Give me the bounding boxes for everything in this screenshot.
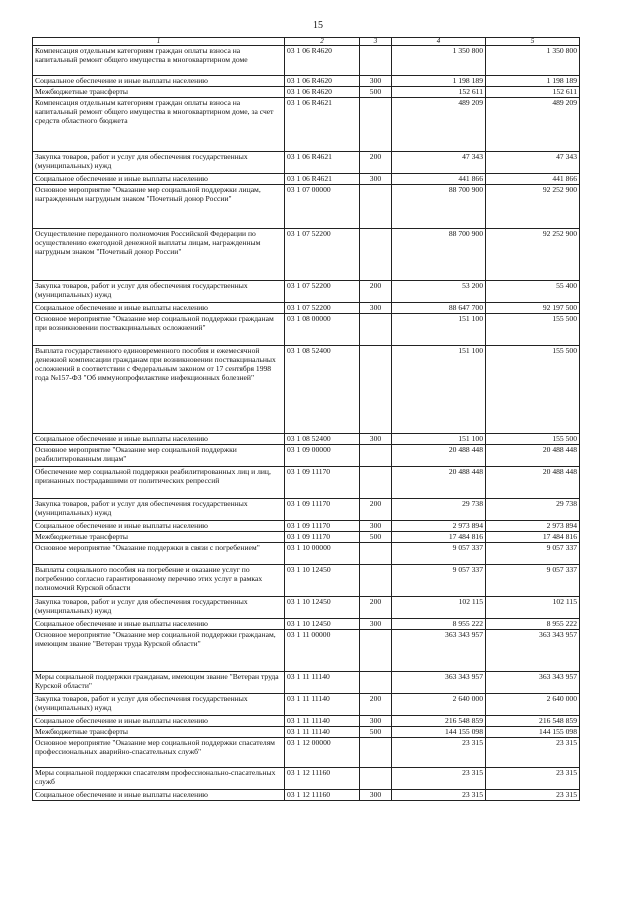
row-expense-type: 300 <box>360 521 392 532</box>
table-row <box>33 672 580 694</box>
table-row <box>33 76 580 87</box>
row-amount-year-2: 55 400 <box>486 281 580 303</box>
table-row <box>33 630 580 672</box>
table-row <box>33 445 580 467</box>
row-amount-year-1: 47 343 <box>392 152 486 174</box>
row-amount-year-1: 151 100 <box>392 346 486 434</box>
row-amount-year-2: 2 640 000 <box>486 694 580 716</box>
row-name: Основное мероприятие "Оказание мер социальной поддержки лицам, награжденным нагрудным знаком "Почетный донор России" <box>33 185 285 229</box>
row-expense-type <box>360 768 392 790</box>
row-name: Социальное обеспечение и иные выплаты населению <box>33 790 285 801</box>
row-expense-type: 300 <box>360 434 392 445</box>
row-code: 03 1 08 52400 <box>285 434 360 445</box>
row-expense-type <box>360 314 392 346</box>
table-row <box>33 434 580 445</box>
row-code: 03 1 10 12450 <box>285 597 360 619</box>
row-name: Социальное обеспечение и иные выплаты населению <box>33 619 285 630</box>
row-amount-year-2: 23 315 <box>486 790 580 801</box>
row-expense-type: 300 <box>360 790 392 801</box>
row-amount-year-1: 363 343 957 <box>392 672 486 694</box>
column-header: 5 <box>486 38 580 46</box>
budget-table <box>32 37 580 801</box>
row-code: 03 1 10 12450 <box>285 565 360 597</box>
row-name: Закупка товаров, работ и услуг для обеспечения государственных (муниципальных) нужд <box>33 499 285 521</box>
row-amount-year-2: 8 955 222 <box>486 619 580 630</box>
row-name: Выплаты социального пособия на погребение и оказание услуг по погребению согласно гарантированному перечню этих услуг в рамках полномочий Курской области <box>33 565 285 597</box>
row-amount-year-2: 489 209 <box>486 98 580 152</box>
row-amount-year-2: 17 484 816 <box>486 532 580 543</box>
row-amount-year-2: 155 500 <box>486 346 580 434</box>
row-amount-year-1: 88 700 900 <box>392 229 486 281</box>
row-expense-type: 200 <box>360 152 392 174</box>
row-code: 03 1 11 11140 <box>285 672 360 694</box>
row-name: Закупка товаров, работ и услуг для обеспечения государственных (муниципальных) нужд <box>33 152 285 174</box>
row-code: 03 1 06 R4621 <box>285 98 360 152</box>
row-expense-type: 500 <box>360 727 392 738</box>
column-header: 1 <box>33 38 285 46</box>
row-code: 03 1 11 00000 <box>285 630 360 672</box>
row-amount-year-1: 151 100 <box>392 434 486 445</box>
table-row <box>33 565 580 597</box>
row-expense-type <box>360 185 392 229</box>
row-name: Социальное обеспечение и иные выплаты населению <box>33 521 285 532</box>
row-code: 03 1 11 11140 <box>285 716 360 727</box>
row-amount-year-2: 92 252 900 <box>486 185 580 229</box>
row-name: Основное мероприятие "Оказание мер социальной поддержки спасателям профессиональных аварийно-спасательных служб" <box>33 738 285 768</box>
row-code: 03 1 11 11140 <box>285 727 360 738</box>
row-code: 03 1 11 11140 <box>285 694 360 716</box>
row-amount-year-1: 1 198 189 <box>392 76 486 87</box>
table-row <box>33 185 580 229</box>
row-code: 03 1 09 11170 <box>285 499 360 521</box>
row-expense-type: 200 <box>360 499 392 521</box>
table-row <box>33 694 580 716</box>
row-code: 03 1 07 52200 <box>285 281 360 303</box>
row-amount-year-1: 441 866 <box>392 174 486 185</box>
table-header-row <box>33 38 580 46</box>
row-code: 03 1 07 52200 <box>285 303 360 314</box>
row-code: 03 1 06 R4620 <box>285 46 360 76</box>
row-expense-type: 200 <box>360 281 392 303</box>
row-amount-year-1: 144 155 098 <box>392 727 486 738</box>
table-row <box>33 303 580 314</box>
row-expense-type <box>360 46 392 76</box>
row-amount-year-1: 216 548 859 <box>392 716 486 727</box>
row-amount-year-1: 23 315 <box>392 790 486 801</box>
table-row <box>33 532 580 543</box>
table-row <box>33 543 580 565</box>
row-amount-year-2: 2 973 894 <box>486 521 580 532</box>
column-header: 2 <box>285 38 360 46</box>
row-expense-type <box>360 98 392 152</box>
row-amount-year-2: 92 197 500 <box>486 303 580 314</box>
row-name: Осуществление переданного полномочия Российской Федерации по осуществлению ежегодной денежной выплаты лицам, награжденным нагрудным знаком "Почетный донор России" <box>33 229 285 281</box>
table-row <box>33 716 580 727</box>
row-name: Социальное обеспечение и иные выплаты населению <box>33 716 285 727</box>
row-amount-year-1: 151 100 <box>392 314 486 346</box>
row-amount-year-2: 155 500 <box>486 434 580 445</box>
row-name: Обеспечение мер социальной поддержки реабилитированных лиц и лиц, признанных пострадавшими от политических репрессий <box>33 467 285 499</box>
row-amount-year-2: 23 315 <box>486 768 580 790</box>
row-code: 03 1 08 00000 <box>285 314 360 346</box>
row-code: 03 1 10 00000 <box>285 543 360 565</box>
row-amount-year-1: 2 973 894 <box>392 521 486 532</box>
row-expense-type <box>360 467 392 499</box>
row-amount-year-1: 20 488 448 <box>392 445 486 467</box>
row-amount-year-1: 2 640 000 <box>392 694 486 716</box>
row-code: 03 1 09 11170 <box>285 467 360 499</box>
row-name: Закупка товаров, работ и услуг для обеспечения государственных (муниципальных) нужд <box>33 281 285 303</box>
row-code: 03 1 12 00000 <box>285 738 360 768</box>
row-amount-year-2: 9 057 337 <box>486 565 580 597</box>
page-number: 15 <box>313 20 323 31</box>
row-amount-year-1: 53 200 <box>392 281 486 303</box>
row-amount-year-2: 47 343 <box>486 152 580 174</box>
row-expense-type: 300 <box>360 619 392 630</box>
row-amount-year-1: 102 115 <box>392 597 486 619</box>
row-name: Закупка товаров, работ и услуг для обеспечения государственных (муниципальных) нужд <box>33 597 285 619</box>
row-name: Межбюджетные трансферты <box>33 727 285 738</box>
table-row <box>33 619 580 630</box>
row-expense-type: 300 <box>360 174 392 185</box>
table-row <box>33 597 580 619</box>
table-body <box>33 46 580 801</box>
row-code: 03 1 12 11160 <box>285 768 360 790</box>
row-code: 03 1 10 12450 <box>285 619 360 630</box>
row-amount-year-2: 20 488 448 <box>486 467 580 499</box>
table-row <box>33 152 580 174</box>
row-code: 03 1 06 R4620 <box>285 76 360 87</box>
row-name: Социальное обеспечение и иные выплаты населению <box>33 76 285 87</box>
row-code: 03 1 09 11170 <box>285 532 360 543</box>
row-code: 03 1 06 R4620 <box>285 87 360 98</box>
row-expense-type <box>360 738 392 768</box>
row-code: 03 1 09 00000 <box>285 445 360 467</box>
table-row <box>33 346 580 434</box>
row-name: Меры социальной поддержки спасателям профессионально-спасательных служб <box>33 768 285 790</box>
row-amount-year-2: 152 611 <box>486 87 580 98</box>
table-row <box>33 174 580 185</box>
row-amount-year-1: 29 738 <box>392 499 486 521</box>
row-amount-year-1: 88 647 700 <box>392 303 486 314</box>
row-code: 03 1 08 52400 <box>285 346 360 434</box>
row-amount-year-2: 363 343 957 <box>486 630 580 672</box>
row-name: Основное мероприятие "Оказание мер социальной поддержки реабилитированным лицам" <box>33 445 285 467</box>
row-expense-type <box>360 543 392 565</box>
row-amount-year-2: 20 488 448 <box>486 445 580 467</box>
row-amount-year-1: 23 315 <box>392 738 486 768</box>
row-amount-year-1: 489 209 <box>392 98 486 152</box>
row-amount-year-2: 363 343 957 <box>486 672 580 694</box>
table-row <box>33 98 580 152</box>
column-header: 3 <box>360 38 392 46</box>
row-expense-type <box>360 565 392 597</box>
row-amount-year-1: 23 315 <box>392 768 486 790</box>
row-amount-year-1: 8 955 222 <box>392 619 486 630</box>
row-name: Социальное обеспечение и иные выплаты населению <box>33 303 285 314</box>
row-code: 03 1 07 52200 <box>285 229 360 281</box>
row-name: Межбюджетные трансферты <box>33 87 285 98</box>
row-amount-year-2: 441 866 <box>486 174 580 185</box>
table-row <box>33 499 580 521</box>
row-amount-year-1: 88 700 900 <box>392 185 486 229</box>
row-name: Социальное обеспечение и иные выплаты населению <box>33 174 285 185</box>
row-name: Социальное обеспечение и иные выплаты населению <box>33 434 285 445</box>
row-amount-year-1: 363 343 957 <box>392 630 486 672</box>
row-amount-year-1: 9 057 337 <box>392 543 486 565</box>
row-expense-type <box>360 229 392 281</box>
row-name: Основное мероприятие "Оказание мер социальной поддержки гражданам при возникновении поствакцинальных осложнений" <box>33 314 285 346</box>
row-name: Компенсация отдельным категориям граждан оплаты взноса на капитальный ремонт общего имущества в многоквартирном доме <box>33 46 285 76</box>
row-name: Межбюджетные трансферты <box>33 532 285 543</box>
row-code: 03 1 06 R4621 <box>285 174 360 185</box>
row-expense-type <box>360 630 392 672</box>
row-amount-year-2: 23 315 <box>486 738 580 768</box>
row-expense-type: 200 <box>360 597 392 619</box>
row-code: 03 1 06 R4621 <box>285 152 360 174</box>
row-expense-type: 200 <box>360 694 392 716</box>
row-name: Меры социальной поддержки гражданам, имеющим звание "Ветеран труда Курской области" <box>33 672 285 694</box>
row-amount-year-2: 92 252 900 <box>486 229 580 281</box>
row-name: Основное мероприятие "Оказание мер социальной поддержки гражданам, имеющим звание "Ветеран труда Курской области" <box>33 630 285 672</box>
table-row <box>33 229 580 281</box>
row-expense-type: 300 <box>360 303 392 314</box>
row-amount-year-2: 216 548 859 <box>486 716 580 727</box>
row-amount-year-1: 20 488 448 <box>392 467 486 499</box>
row-name: Закупка товаров, работ и услуг для обеспечения государственных (муниципальных) нужд <box>33 694 285 716</box>
row-amount-year-2: 155 500 <box>486 314 580 346</box>
row-code: 03 1 12 11160 <box>285 790 360 801</box>
row-amount-year-2: 9 057 337 <box>486 543 580 565</box>
table-row <box>33 521 580 532</box>
row-expense-type: 300 <box>360 76 392 87</box>
row-name: Компенсация отдельным категориям граждан оплаты взноса на капитальный ремонт общего имущества в многоквартирном доме, за счет средств областного бюджета <box>33 98 285 152</box>
row-amount-year-1: 1 350 800 <box>392 46 486 76</box>
row-amount-year-1: 152 611 <box>392 87 486 98</box>
table-row <box>33 87 580 98</box>
column-header: 4 <box>392 38 486 46</box>
row-expense-type <box>360 672 392 694</box>
row-name: Основное мероприятие "Оказание поддержки в связи с погребением" <box>33 543 285 565</box>
table-row <box>33 727 580 738</box>
table-row <box>33 790 580 801</box>
row-amount-year-2: 1 198 189 <box>486 76 580 87</box>
table-row <box>33 46 580 76</box>
table-row <box>33 738 580 768</box>
row-expense-type: 500 <box>360 87 392 98</box>
row-expense-type <box>360 346 392 434</box>
row-amount-year-1: 17 484 816 <box>392 532 486 543</box>
table-row <box>33 314 580 346</box>
row-name: Выплата государственного единовременного пособия и ежемесячной денежной компенсации гражданам при возникновении поствакцинальных осложнений в соответствии с Федеральным законом от 17 сентября 1998 года №157-ФЗ "Об иммунопрофилактике инфекционных болезней" <box>33 346 285 434</box>
row-expense-type: 300 <box>360 716 392 727</box>
row-expense-type <box>360 445 392 467</box>
row-amount-year-2: 144 155 098 <box>486 727 580 738</box>
row-code: 03 1 07 00000 <box>285 185 360 229</box>
row-amount-year-2: 29 738 <box>486 499 580 521</box>
table-row <box>33 768 580 790</box>
row-amount-year-1: 9 057 337 <box>392 565 486 597</box>
table-row <box>33 467 580 499</box>
row-amount-year-2: 102 115 <box>486 597 580 619</box>
row-amount-year-2: 1 350 800 <box>486 46 580 76</box>
row-code: 03 1 09 11170 <box>285 521 360 532</box>
row-expense-type: 500 <box>360 532 392 543</box>
table-row <box>33 281 580 303</box>
